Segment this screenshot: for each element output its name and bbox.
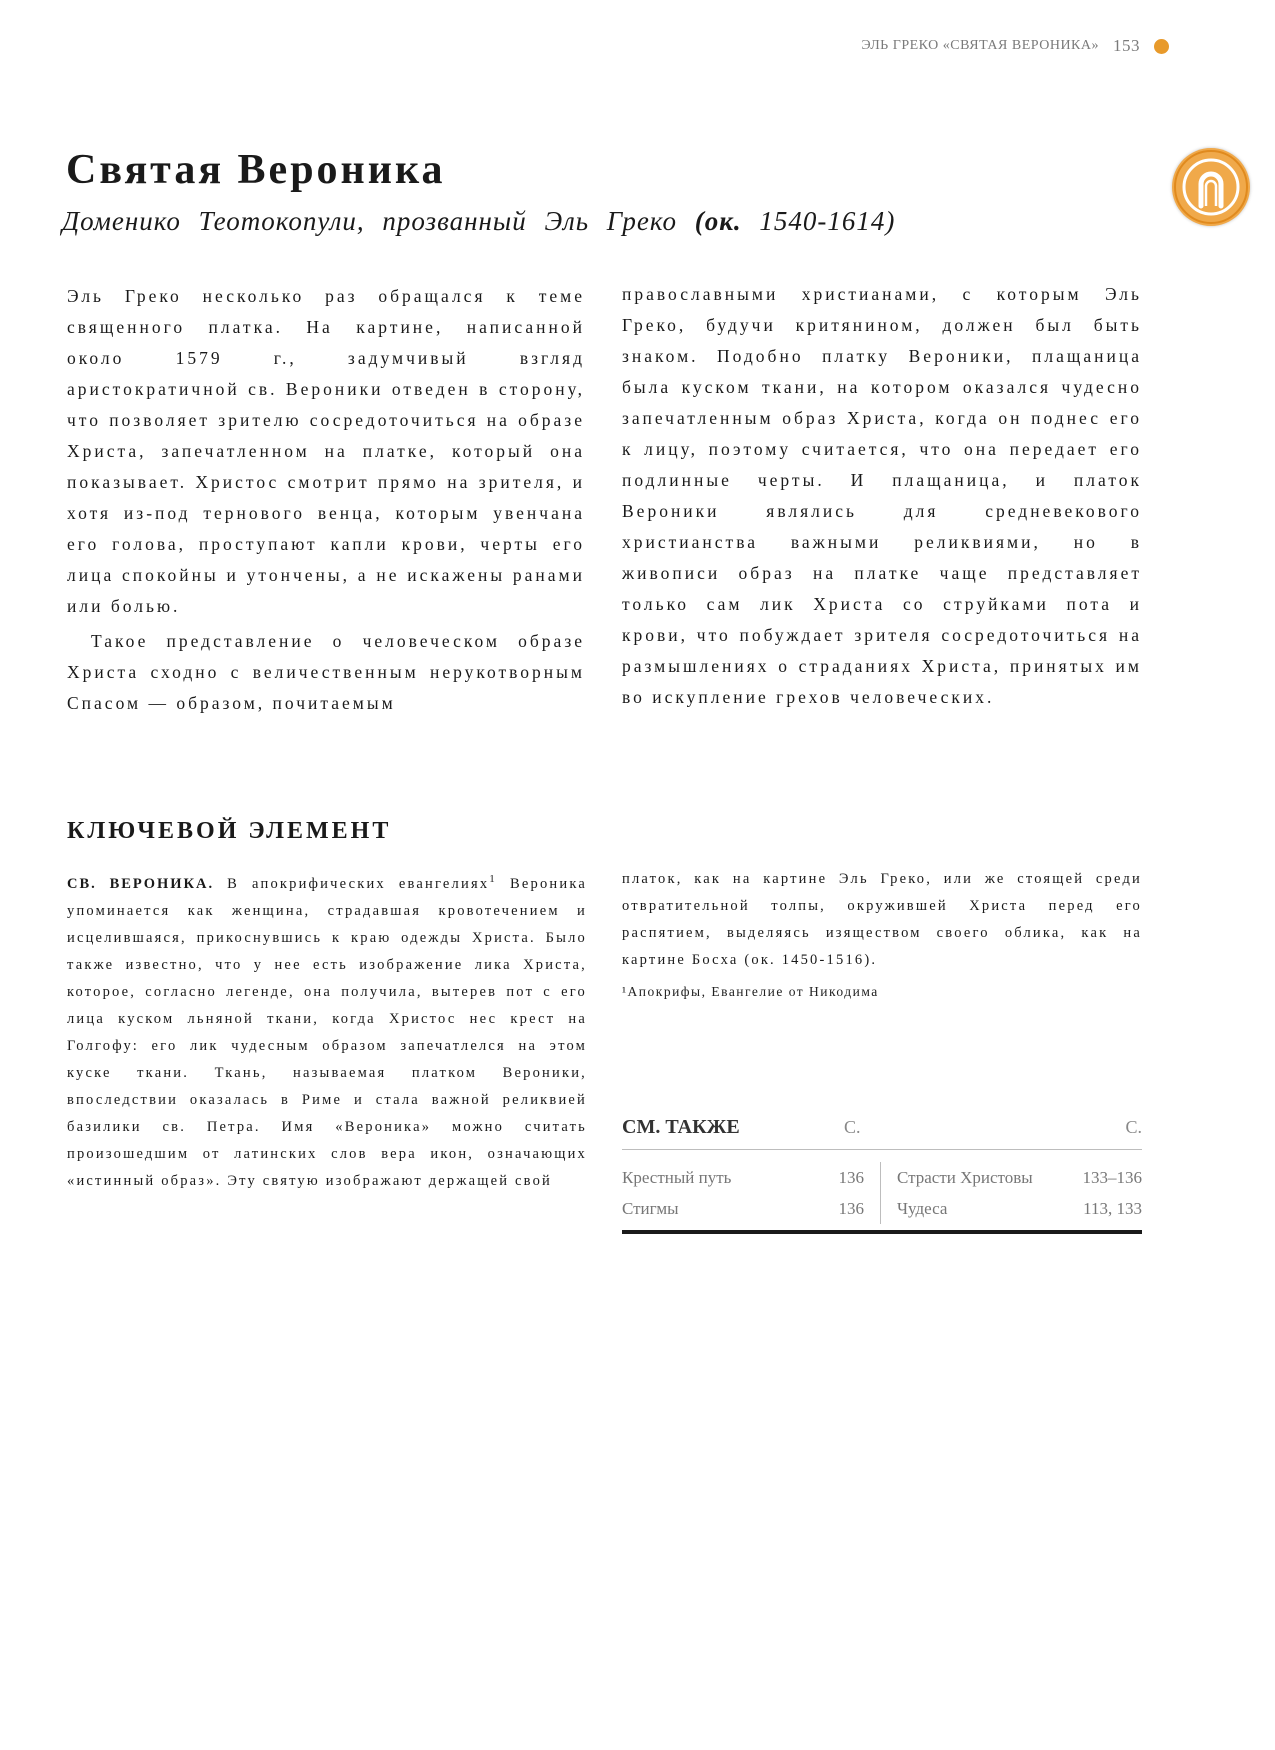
see-also-item[interactable]: [897, 1193, 1142, 1224]
key-element-column-left: [67, 866, 587, 1195]
see-also-item[interactable]: [622, 1193, 864, 1224]
see-also-header: [622, 1116, 1142, 1150]
see-also-item-label: Страсти Христовы: [897, 1168, 1033, 1187]
artist-dates: 1540-1614): [759, 206, 896, 236]
see-also-item-label: Стигмы: [622, 1199, 679, 1218]
see-also-body: [622, 1150, 1142, 1224]
key-element-text: платок, как на картине Эль Греко, или же стоящей среди отвратительной толпы, окружившей Христа перед его распятием, выделяясь изяществом своего облика, как на картине Босха (ок. 1450-1516).: [622, 871, 1142, 968]
see-also-item-page: 136: [838, 1199, 864, 1218]
running-header: [861, 36, 1169, 56]
see-also-page-label: С.: [1125, 1117, 1142, 1137]
see-also-item-page: 136: [838, 1168, 864, 1187]
key-element-heading: КЛЮЧЕВОЙ ЭЛЕМЕНТ: [67, 818, 392, 844]
body-paragraph: Такое представление о человеческом образе Христа сходно с величественным нерукотворным Спасом — образом, почитаемым: [67, 631, 585, 713]
see-also-bottom-rule: [622, 1230, 1142, 1234]
see-also-item-page: 113, 133: [1083, 1199, 1142, 1218]
key-element-text: В апокрифических евангелиях: [227, 875, 490, 892]
see-also-title: СМ. ТАКЖЕ: [622, 1116, 740, 1138]
artist-name: Доменико Теотокопули, прозванный Эль Греко: [62, 206, 677, 236]
see-also-page-label: С.: [844, 1117, 861, 1137]
key-element-lead: СВ. ВЕРОНИКА.: [67, 875, 215, 892]
see-also-item-label: Крестный путь: [622, 1168, 732, 1187]
see-also-box: [622, 1116, 1142, 1234]
page-subtitle: [62, 206, 895, 237]
body-paragraph: православными христианами, с которым Эль Греко, будучи критянином, должен был быть знаком. Подобно платку Вероники, плащаница была куском ткани, на котором оказался чудесно запечатленным образ Христа, когда он поднес его к лицу, поэтому считается, что она передает его подлинные черты. И плащаница, и платок Вероники являлись для средневекового христианства важными реликвиями, но в живописи образ на платке чаще представляет только сам лик Христа со струйками пота и крови, что побуждает зрителя сосредоточиться на размышлениях о страданиях Христа, принятых им во искупление грехов человеческих.: [622, 284, 1142, 707]
page-number: 153: [1113, 36, 1140, 55]
see-also-item[interactable]: [622, 1162, 864, 1193]
footnote-mark: 1: [489, 873, 497, 885]
page-title: Святая Вероника: [66, 147, 446, 193]
see-also-item-page: 133–136: [1082, 1168, 1142, 1187]
body-column-left: [67, 281, 585, 719]
bullet-dot-icon: [1154, 39, 1169, 54]
halo-head-icon: [1172, 148, 1250, 226]
see-also-item-label: Чудеса: [897, 1199, 948, 1218]
body-column-right: [622, 279, 1142, 713]
running-title: ЭЛЬ ГРЕКО «СВЯТАЯ ВЕРОНИКА»: [861, 38, 1099, 53]
key-element-text: Вероника упоминается как женщина, страдавшая кровотечением и исцелившаяся, прикоснувшись к краю одежды Христа. Было также известно, что у нее есть изображение лика Христа, которое, согласно легенде, она получила, вытерев пот с его лица куском льняной ткани, когда Христос нес крест на Голгофу: его лик чудесным образом запечатлелся на этом куске ткани. Ткань, называемая платком Вероники, впоследствии оказалась в Риме и стала важной реликвией базилики св. Петра. Имя «Вероника» можно считать произошедшим от латинских слов вера икон, означающих «истинный образ». Эту святую изображают держащей свой: [67, 875, 587, 1189]
dates-prefix: (ок.: [694, 206, 742, 236]
see-also-item[interactable]: [897, 1162, 1142, 1193]
key-element-column-right: [622, 866, 1142, 974]
see-also-column-left: [622, 1162, 881, 1224]
body-paragraph: Эль Греко несколько раз обращался к теме священного платка. На картине, написанной около 1579 г., задумчивый взгляд аристократичной св. Вероники отведен в сторону, что позволяет зрителю сосредоточиться на образе Христа, запечатленном на платке, который она показывает. Христос смотрит прямо на зрителя, и хотя из-под тернового венца, которым увенчана его голова, проступают капли крови, черты его лица спокойны и утончены, а не искажены ранами или болью.: [67, 286, 585, 616]
footnote: ¹Апокрифы, Евангелие от Никодима: [622, 984, 879, 999]
see-also-column-right: [881, 1162, 1142, 1224]
